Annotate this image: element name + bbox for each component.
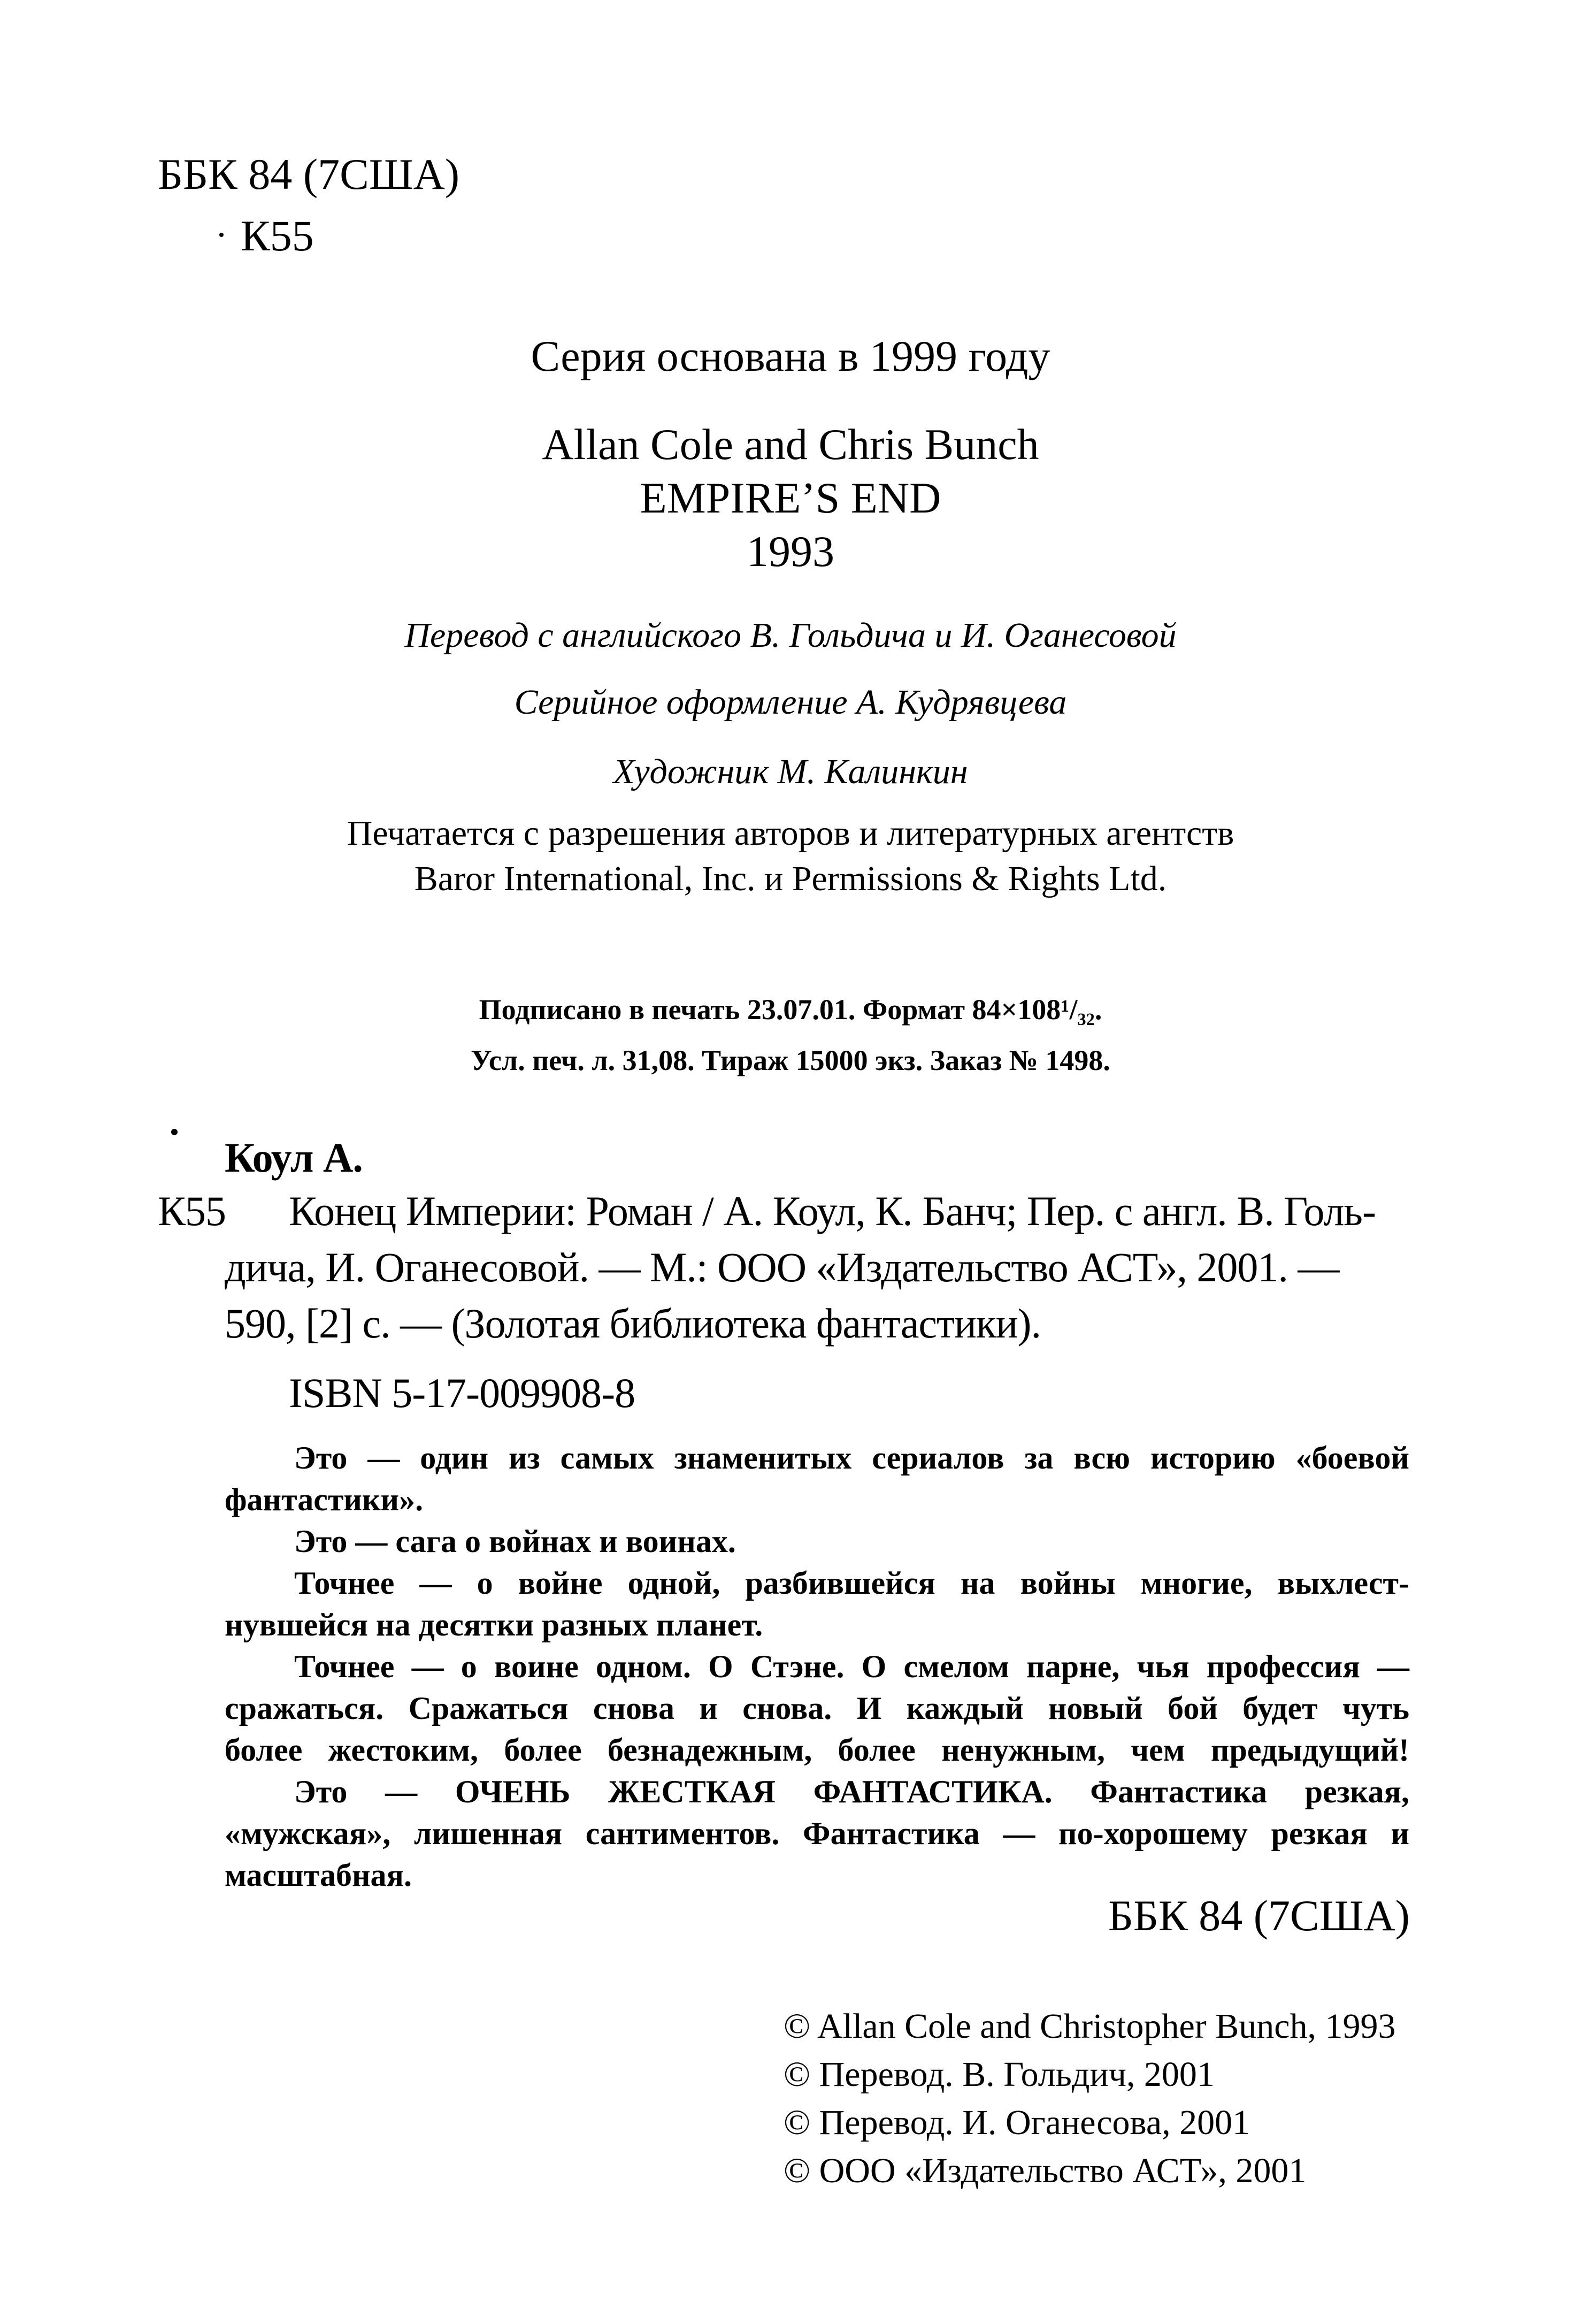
- annotation-line: фантастики».: [225, 1482, 424, 1517]
- copyright-line: © Перевод. В. Гольдич, 2001: [784, 2055, 1215, 2094]
- permission-line-1: Печатается с разрешения авторов и литературных агентств: [347, 814, 1234, 853]
- annotation-block: [225, 1442, 1409, 1901]
- print-info-line-1: Подписано в печать 23.07.01. Формат 84×108¹/₃₂.: [479, 993, 1102, 1026]
- catalog-line-1: Конец Империи: Роман / А. Коул, К. Банч; Пер. с англ. В. Голь-: [289, 1188, 1376, 1234]
- translation-credit: Перевод с английского В. Гольдича и И. Оганесовой: [404, 616, 1177, 655]
- annotation-line: Точнее — о войне одной, разбившейся на войны многие, выхлест-: [294, 1565, 1409, 1601]
- copyright-line: © ООО «Издательство АСТ», 2001: [784, 2151, 1307, 2190]
- annotation-line: Это — ОЧЕНЬ ЖЕСТКАЯ ФАНТАСТИКА. Фантастика резкая,: [294, 1774, 1409, 1809]
- catalog-bullet: [171, 1129, 178, 1135]
- isbn: ISBN 5-17-009908-8: [289, 1370, 635, 1416]
- annotation-line: Это — сага о войнах и воинах.: [294, 1524, 736, 1559]
- annotation-line: Это — один из самых знаменитых сериалов за всю историю «боевой: [294, 1440, 1409, 1476]
- copyright-line: © Allan Cole and Christopher Bunch, 1993: [784, 2007, 1396, 2046]
- original-title: EMPIRE’S END: [640, 473, 941, 522]
- bbk-index-top: ББК 84 (7США): [158, 150, 460, 198]
- annotation-line: сражаться. Сражаться снова и снова. И каждый новый бой будет чуть: [225, 1691, 1409, 1726]
- original-authors: Allan Cole and Chris Bunch: [542, 420, 1039, 469]
- annotation-line: нувшейся на десятки разных планет.: [225, 1607, 763, 1642]
- annotation-line: «мужская», лишенная сантиментов. Фантастика — по-хорошему резкая и: [225, 1816, 1409, 1851]
- author-code-top: К55: [241, 211, 314, 260]
- bbk-index-bottom: ББК 84 (7США): [1108, 1891, 1410, 1940]
- catalog-code: К55: [158, 1188, 226, 1234]
- annotation-line: масштабная.: [225, 1857, 412, 1893]
- series-design-credit: Серийное оформление А. Кудрявцева: [514, 683, 1067, 722]
- catalog-line-3: 590, [2] с. — (Золотая библиотека фантастики).: [225, 1300, 1041, 1347]
- print-info-line-2: Усл. печ. л. 31,08. Тираж 15000 экз. Заказ № 1498.: [471, 1044, 1110, 1076]
- catalog-line-2: дича, И. Оганесовой. — М.: ООО «Издательство АСТ», 2001. —: [225, 1244, 1339, 1290]
- print-speck: [219, 233, 224, 237]
- series-founded-line: Серия основана в 1999 году: [531, 332, 1050, 380]
- annotation-line: Точнее — о воине одном. О Стэне. О смелом парне, чья профессия —: [294, 1649, 1409, 1684]
- artist-credit: Художник М. Калинкин: [613, 752, 968, 791]
- original-year: 1993: [747, 527, 834, 576]
- permission-line-2: Baror International, Inc. и Permissions & Rights Ltd.: [414, 859, 1167, 898]
- copyright-line: © Перевод. И. Оганесова, 2001: [784, 2103, 1250, 2142]
- catalog-author: Коул А.: [225, 1134, 363, 1181]
- annotation-line: более жестоким, более безнадежным, более ненужным, чем предыдущий!: [225, 1732, 1409, 1768]
